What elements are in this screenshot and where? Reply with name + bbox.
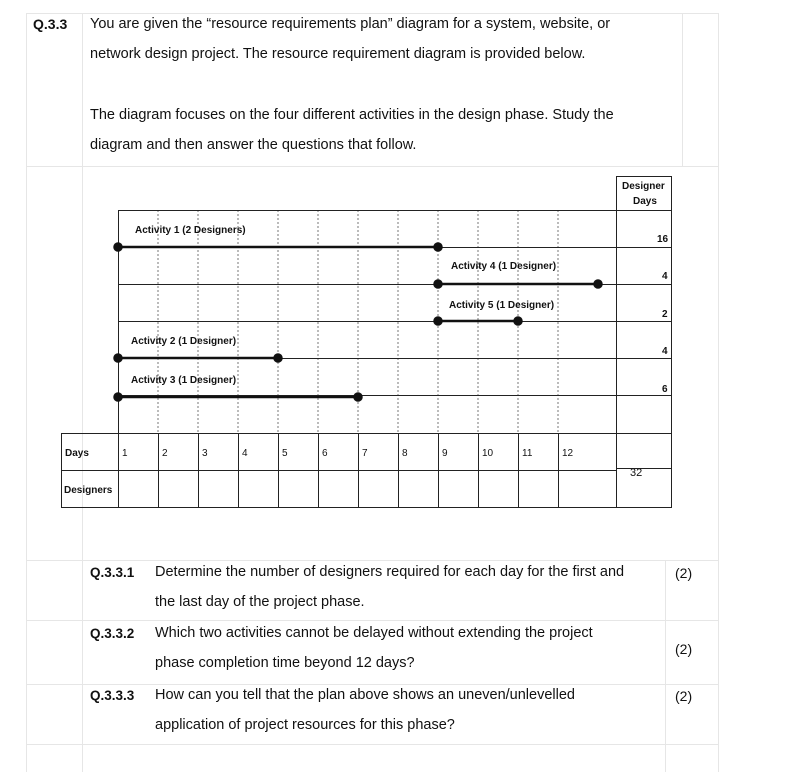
subquestion-2-number: Q.3.3.2: [90, 626, 135, 641]
total-designer-days: 32: [630, 467, 643, 479]
activity-5-end-dot: [515, 318, 522, 325]
designer-days-column: [617, 177, 672, 469]
activity-3-start-dot: [115, 394, 122, 401]
subquestion-3-number: Q.3.3.3: [90, 688, 135, 703]
day-number: 10: [482, 448, 494, 459]
question-focus-line1: The diagram focuses on the four different activities in the design phase. Study the: [90, 107, 614, 123]
day-number: 7: [362, 448, 368, 459]
subquestion-2-marks: (2): [675, 641, 693, 657]
question-intro-line1: You are given the “resource requirements plan” diagram for a system, website, or: [90, 16, 611, 32]
day-number: 2: [162, 448, 168, 459]
day-number: 12: [562, 448, 574, 459]
activity-4-designer-days: 4: [662, 271, 668, 282]
activity-2-start-dot: [115, 355, 122, 362]
day-number: 5: [282, 448, 288, 459]
subquestion-3-marks: (2): [675, 688, 693, 704]
activity-2-designer-days: 4: [662, 346, 668, 357]
activity-1-label: Activity 1 (2 Designers): [135, 225, 246, 236]
days-label: Days: [65, 448, 89, 459]
designers-label: Designers: [64, 485, 113, 496]
activity-5-designer-days: 2: [662, 309, 668, 320]
activity-2-end-dot: [275, 355, 282, 362]
activity-1-designer-days: 16: [657, 234, 669, 245]
activity-3-end-dot: [355, 394, 362, 401]
question-focus-line2: diagram and then answer the questions that follow.: [90, 137, 417, 153]
subquestion-3-line1: How can you tell that the plan above shows an uneven/unlevelled: [155, 687, 575, 703]
activity-4-label: Activity 4 (1 Designer): [451, 261, 557, 272]
activity-4-start-dot: [435, 281, 442, 288]
subquestion-1-line1: Determine the number of designers required for each day for the first and: [155, 564, 625, 580]
activity-2-label: Activity 2 (1 Designer): [131, 336, 237, 347]
subquestion-2-line1: Which two activities cannot be delayed without extending the project: [155, 625, 593, 641]
subquestion-1-line2: the last day of the project phase.: [155, 594, 365, 610]
day-number: 8: [402, 448, 408, 459]
designer-days-header-line2: Days: [633, 196, 657, 207]
activity-4-end-dot: [595, 281, 602, 288]
day-number: 4: [242, 448, 248, 459]
subquestion-1-number: Q.3.3.1: [90, 565, 135, 580]
subquestion-2-line2: phase completion time beyond 12 days?: [155, 655, 415, 671]
day-number: 9: [442, 448, 448, 459]
day-number: 3: [202, 448, 208, 459]
designer-days-header-line1: Designer: [622, 181, 665, 192]
activity-3-designer-days: 6: [662, 384, 668, 395]
day-number: 1: [122, 448, 128, 459]
day-number: 11: [522, 448, 533, 459]
question-intro-line2: network design project. The resource requirement diagram is provided below.: [90, 46, 586, 62]
subquestion-3-line2: application of project resources for this phase?: [155, 717, 455, 733]
activity-3-label: Activity 3 (1 Designer): [131, 375, 237, 386]
activity-5-label: Activity 5 (1 Designer): [449, 300, 555, 311]
day-number: 6: [322, 448, 328, 459]
subquestion-1-marks: (2): [675, 565, 693, 581]
activity-1-start-dot: [115, 244, 122, 251]
activity-5-start-dot: [435, 318, 442, 325]
question-number: Q.3.3: [33, 16, 68, 32]
activity-1-end-dot: [435, 244, 442, 251]
